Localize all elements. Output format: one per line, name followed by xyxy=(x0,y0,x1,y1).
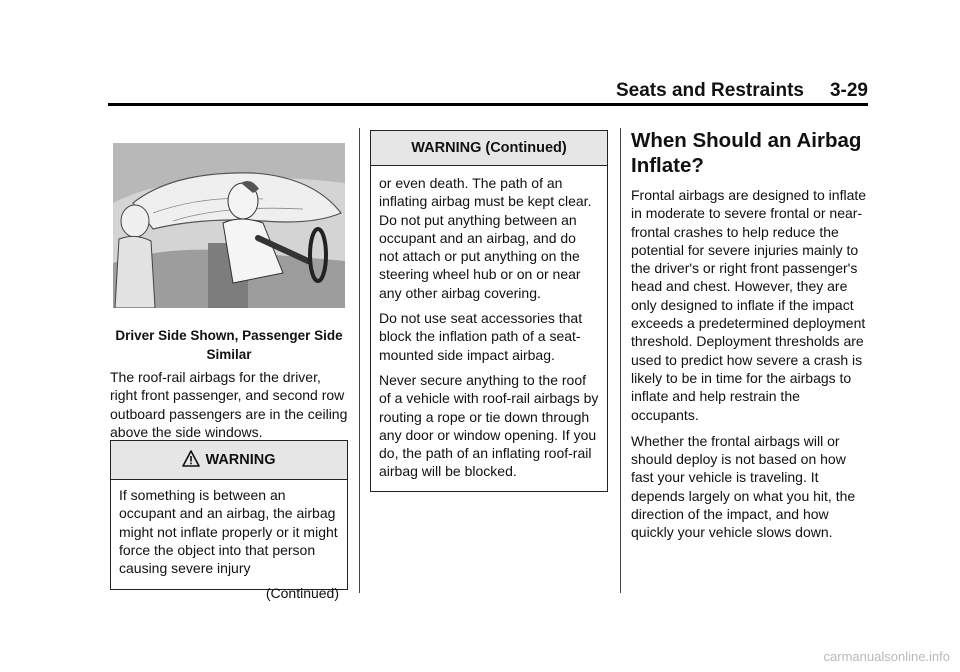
section-body xyxy=(631,186,869,550)
section-title: Seats and Restraints xyxy=(616,80,804,101)
warning-continued-header: WARNING (Continued) xyxy=(371,131,607,166)
warning-paragraph: Do not use seat accessories that block the inflation path of a seat-mounted side impact airbag. xyxy=(379,310,583,363)
airbag-illustration xyxy=(113,143,345,308)
roof-rail-paragraph: The roof-rail airbags for the driver, right front passenger, and second row outboard passengers are in the ceiling above the side windows. xyxy=(110,369,348,440)
warning-paragraph: Never secure anything to the roof of a vehicle with roof-rail airbags by routing a rope or tie down through any door or window opening. If you do, the path of an inflating roof-rail airbag will be blocked. xyxy=(379,371,599,480)
section-heading: When Should an Airbag Inflate? xyxy=(631,129,862,177)
body-paragraph: Frontal airbags are designed to inflate in moderate to severe frontal or near-frontal crashes to help reduce the potential for severe injuries mainly to the driver's or right front passenger's head and chest. However, they are only designed to inflate if the impact exceeds a predetermined deployment threshold. Deployment thresholds are used to predict how severe a crash is likely to be in time for the airbags to inflate and help restrain the occupants. xyxy=(631,187,867,423)
warning-paragraph: or even death. The path of an inflating airbag must be kept clear. Do not put anything between an occupant and an airbag, and do not attach or put anything on the steering wheel hub or on or near any other airbag covering. xyxy=(379,175,592,301)
warning-title: WARNING xyxy=(205,452,276,468)
column-divider-left xyxy=(359,128,360,593)
warning-continued-box xyxy=(370,130,608,492)
continued-label: (Continued) xyxy=(265,585,339,602)
warning-triangle-icon xyxy=(182,450,200,471)
figure-caption: Driver Side Shown, Passenger Side Similar xyxy=(115,328,343,362)
watermark: carmanualsonline.info xyxy=(823,649,950,664)
warning-text: If something is between an occupant and an airbag, the airbag might not inflate properly or it might force the object into that person causing severe injury xyxy=(119,487,338,577)
body-paragraph: Whether the frontal airbags will or should deploy is not based on how fast your vehicle is traveling. It depends largely on what you hit, the direction of the impact, and how quickly your vehicle slows down. xyxy=(631,432,856,541)
page-header xyxy=(108,80,868,102)
warning-box xyxy=(110,440,348,602)
warning-header xyxy=(111,441,347,480)
column-divider-right xyxy=(620,128,621,593)
header-rule xyxy=(108,103,868,106)
page-number: 3-29 xyxy=(829,80,868,101)
